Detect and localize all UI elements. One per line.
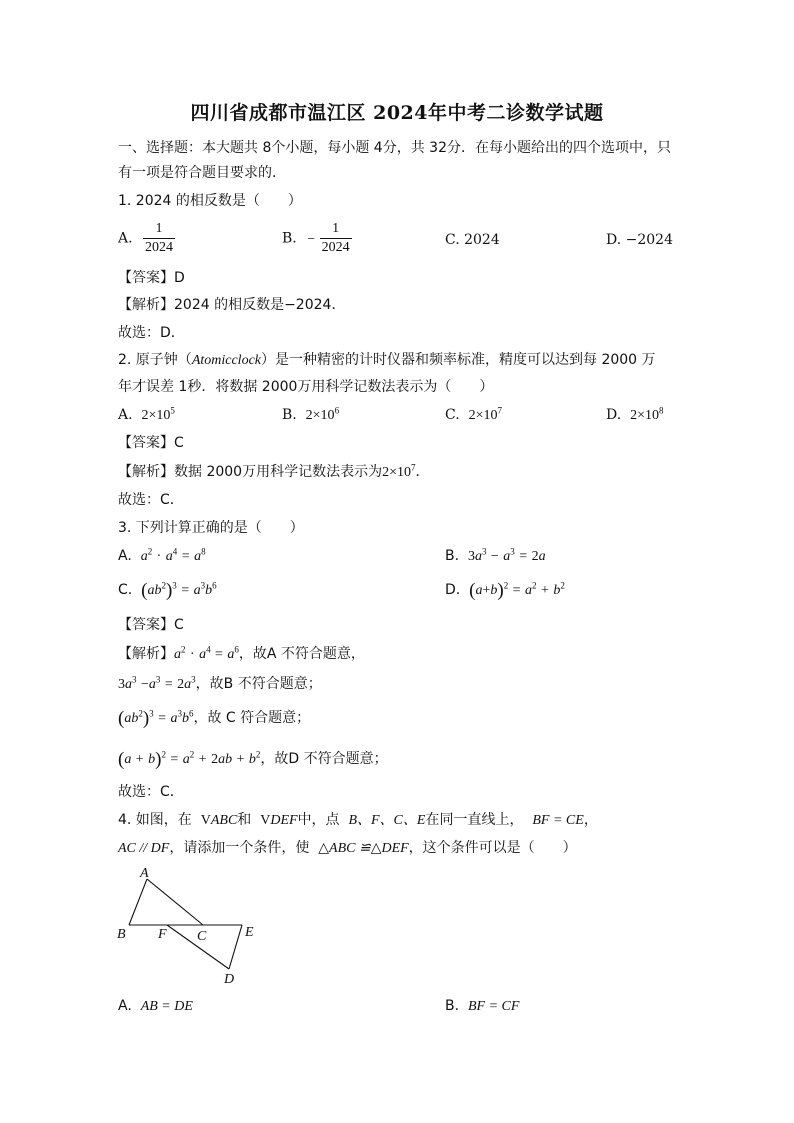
q3-analysis-row-4-comment: ，故D 不符合题意； [260,751,388,767]
q2-choose-label: 故选： [118,492,160,508]
q3-option-a: A. $a^2 \cdot a^4 = a^8$ [118,546,206,564]
q2-option-c [445,405,502,426]
q3-analysis-row-1-comment: ，故A 不符合题意， [238,646,365,662]
q1-answer-value: D [174,270,185,286]
q2-option-b [282,405,339,426]
q1-option-a-label: A. [118,230,133,247]
q4-figure [110,862,270,987]
q4-points: B、F、C、E [348,813,426,828]
q2-option-a-exp: 5 [170,405,175,416]
q3-analysis-row-4: $(a + b)^2 = a^2 + 2ab + b^2$，故D 不符合题意； [118,749,388,770]
q1-option-a-denominator: 2024 [145,240,174,255]
q2-option-a [118,405,175,426]
point-label-e: E [245,925,254,940]
q2-option-d [606,405,664,426]
section-header-line-2: 有一项是符合题目要求的． [118,165,286,181]
q1-option-b-numerator: 1 [332,221,340,236]
q3-analysis-row-1: 【解析】$a^2 \cdot a^4 = a^6$，故A 不符合题意， [118,644,365,662]
q4-stem-line-2 [118,838,577,859]
q3-analysis-row-2: $3a^3 -a^3 = 2a^3$，故B 不符合题意； [118,674,322,692]
q2-option-b-exp: 6 [334,405,340,416]
q2-option-d-exp: 8 [659,405,664,416]
q4-congruence: △ABC ≌△DEF [318,841,409,856]
q1-analysis-text: 2024 的相反数是−2024． [174,297,346,313]
q1-choose-value: D． [160,325,185,341]
q3-choose [118,782,184,802]
q2-option-b-label: B. [282,407,297,423]
q1-option-b-denominator: 2024 [321,240,350,255]
q4-option-b [445,996,519,1017]
q2-analysis-exp: 7 [411,462,416,473]
q2-answer [118,433,184,453]
q3-option-b: B. $3a^3 - a^3 = 2a$ [445,546,546,564]
q4-option-a-text: AB = DE [140,999,193,1014]
q1-option-a [118,220,175,257]
q1-choose [118,323,185,343]
page-title: 四川省成都市温江区 2024年中考二诊数学试题 [190,102,604,124]
q4-option-a-label: A. [118,998,132,1014]
q2-stem-term: Atomicclock [191,353,261,368]
q2-option-c-label: C. [445,407,460,423]
q4-parallel: AC // DF [118,841,170,856]
point-label-a: A [140,866,149,881]
q2-analysis-base: 2×10 [382,465,411,480]
q3-analysis-row-3: $(ab^2)^3 = a^3b^6$，故 C 符合题意； [118,708,311,729]
point-label-d: D [224,972,235,987]
q2-choose-value: C． [160,492,184,508]
q2-answer-label: 【答案】 [118,435,174,451]
q4-option-a [118,996,193,1017]
q1-option-b-label: B. [282,230,297,247]
q1-option-c: C. 2024 [445,232,500,248]
q2-choose [118,490,184,510]
segment-ed [229,925,242,969]
q4-given-eq: BF = CE [532,813,584,828]
q4-stem-mid: 中，点 [297,812,340,828]
q3-stem: 3. 下列计算正确的是（ ） [118,520,304,536]
q1-choose-label: 故选： [118,325,160,341]
q4-stem-line-2-post: ，这个条件可以是（ ） [408,840,577,856]
point-label-b: B [117,927,126,942]
q3-answer [118,615,184,635]
q4-stem-post: 在同一直线上， [425,812,524,828]
q2-analysis-post: ． [415,464,430,480]
q3-choose-value: C． [160,784,184,800]
q3-choose-label: 故选： [118,784,160,800]
q1-analysis [118,295,345,315]
q2-option-d-base: 2×10 [630,408,659,423]
segment-ac [147,879,203,925]
q1-option-a-fraction [143,220,175,257]
q3-option-d: D. $(a+b)^2 = a^2 + b^2$ [445,580,565,601]
q1-answer [118,268,185,288]
q4-stem-and: 和 [237,812,252,828]
q4-option-b-label: B. [445,998,460,1014]
q4-triangle-def: DEF [270,813,298,828]
q2-answer-value: C [174,435,184,451]
q2-stem-line-1 [118,350,656,371]
q1-option-b-sign: − [307,231,316,247]
section-header-line-1: 一、选择题：本大题共 8个小题，每小题 4分，共 32分．在每小题给出的四个选项中，只 [118,140,671,156]
q2-stem-pre: 2. 原子钟（ [118,352,192,368]
q4-stem-line-2-mid: ，请添加一个条件，使 [169,840,310,856]
segment-ab [129,879,147,925]
q4-stem-pre: 4. 如图，在 [118,812,192,828]
q2-stem-post: ）是一种精密的计时仪器和频率标准，精度可以达到每 2000 万 [261,352,656,368]
q2-option-c-exp: 7 [497,405,502,416]
q3-analysis-label: 【解析】 [118,646,174,662]
q2-option-d-label: D. [606,407,622,423]
q2-analysis [118,462,430,483]
q4-stem-line-1: 4. 如图，在 VABC和 VDEF中，点 B、F、C、E在同一直线上， BF = CE， [118,812,598,828]
q2-analysis-label: 【解析】 [118,464,174,480]
q3-answer-label: 【答案】 [118,617,174,633]
q4-triangle-abc: ABC [210,813,238,828]
q2-option-c-base: 2×10 [468,408,498,423]
q1-answer-label: 【答案】 [118,270,174,286]
q4-figure-lines [129,879,242,969]
q2-option-a-base: 2×10 [141,408,171,423]
q1-stem: 1. 2024 的相反数是（ ） [118,193,302,209]
q3-analysis-row-3-comment: ，故 C 符合题意； [193,710,311,726]
q1-option-d: D. −2024 [606,232,673,248]
q2-stem-line-2: 年才误差 1秒．将数据 2000万用科学记数法表示为（ ） [118,379,494,395]
q1-analysis-label: 【解析】 [118,297,174,313]
q2-analysis-text: 数据 2000万用科学记数法表示为 [174,464,383,480]
q2-option-b-base: 2×10 [305,408,335,423]
q1-option-b-fraction [320,220,352,257]
q1-option-b [282,220,352,257]
point-label-c: C [197,929,207,944]
q3-analysis-row-2-comment: ，故B 不符合题意； [195,676,322,692]
q2-option-a-label: A. [118,407,133,423]
q1-option-a-numerator: 1 [155,221,163,236]
point-label-f: F [158,927,167,942]
q3-option-c: C. $(ab^2)^3 = a^3b^6$ [118,580,217,601]
q3-answer-value: C [174,617,184,633]
q4-option-b-text: BF = CF [467,999,520,1014]
